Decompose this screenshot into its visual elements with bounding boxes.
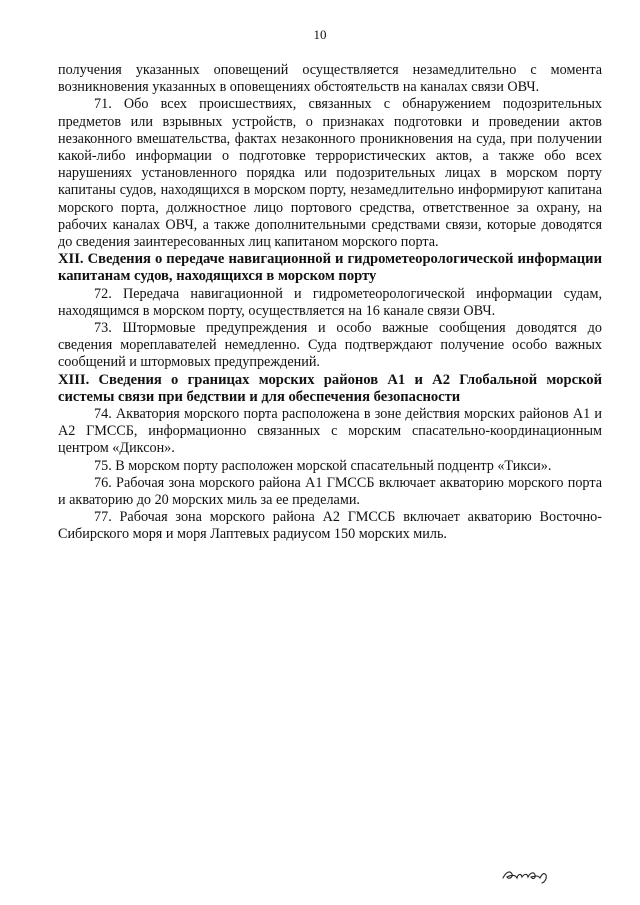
paragraph-72: 72. Передача навигационной и гидрометеорологической информации судам, находящимся в морском порту, осуществляется на 16 канале связи ОВЧ. — [58, 285, 602, 319]
section-13-heading: XIII. Сведения о границах морских районов А1 и А2 Глобальной морской системы связи при бедствии и для обеспечения безопасности — [58, 371, 602, 405]
page-number: 10 — [313, 27, 327, 42]
paragraph-74: 74. Акватория морского порта расположена в зоне действия морских районов А1 и А2 ГМССБ, информационно связанных с морским спасательно-координационным центром «Диксон». — [58, 406, 602, 457]
paragraph-73: 73. Штормовые предупреждения и особо важные сообщения доводятся до сведения мореплавателей немедленно. Суда подтверждают получение особо важных сообщений и штормовых предупреждений. — [58, 320, 602, 371]
paragraph-76: 76. Рабочая зона морского района А1 ГМССБ включает акваторию морского порта и акваторию до 20 морских миль за ее пределами. — [58, 474, 602, 509]
paragraph-71: 71. Обо всех происшествиях, связанных с обнаружением подозрительных предметов или взрывных устройств, о признаках подготовки и проведении актов незаконного вмешательства, фактах незаконного проникновения на суда, при получении какой-либо информации о подготовке террористических актов, а также обо всех нарушениях установленного порядка или подозрительных лицах в морском порту капитаны судов, находящихся в морском порту, незамедлительно информируют капитана морского порта, должностное лицо портового средства, ответственное за охрану, на рабочих каналах ОВЧ, а также дополнительными средствами связи, которые доводятся до сведения заинтересованных лиц капитаном морского порта. — [58, 96, 602, 251]
document-body — [58, 62, 602, 544]
handwritten-initials — [500, 862, 560, 886]
paragraph-continuation: получения указанных оповещений осуществляется незамедлительно с момента возникновения указанных в оповещениях обстоятельств на каналах связи ОВЧ. — [58, 62, 602, 96]
section-12-heading: XII. Сведения о передаче навигационной и гидрометеорологической информации капитанам судов, находящихся в морском порту — [58, 251, 602, 285]
paragraph-75: 75. В морском порту расположен морской спасательный подцентр «Тикси». — [94, 457, 552, 474]
paragraph-77: 77. Рабочая зона морского района А2 ГМССБ включает акваторию Восточно-Сибирского моря и моря Лаптевых радиусом 150 морских миль. — [58, 509, 602, 543]
